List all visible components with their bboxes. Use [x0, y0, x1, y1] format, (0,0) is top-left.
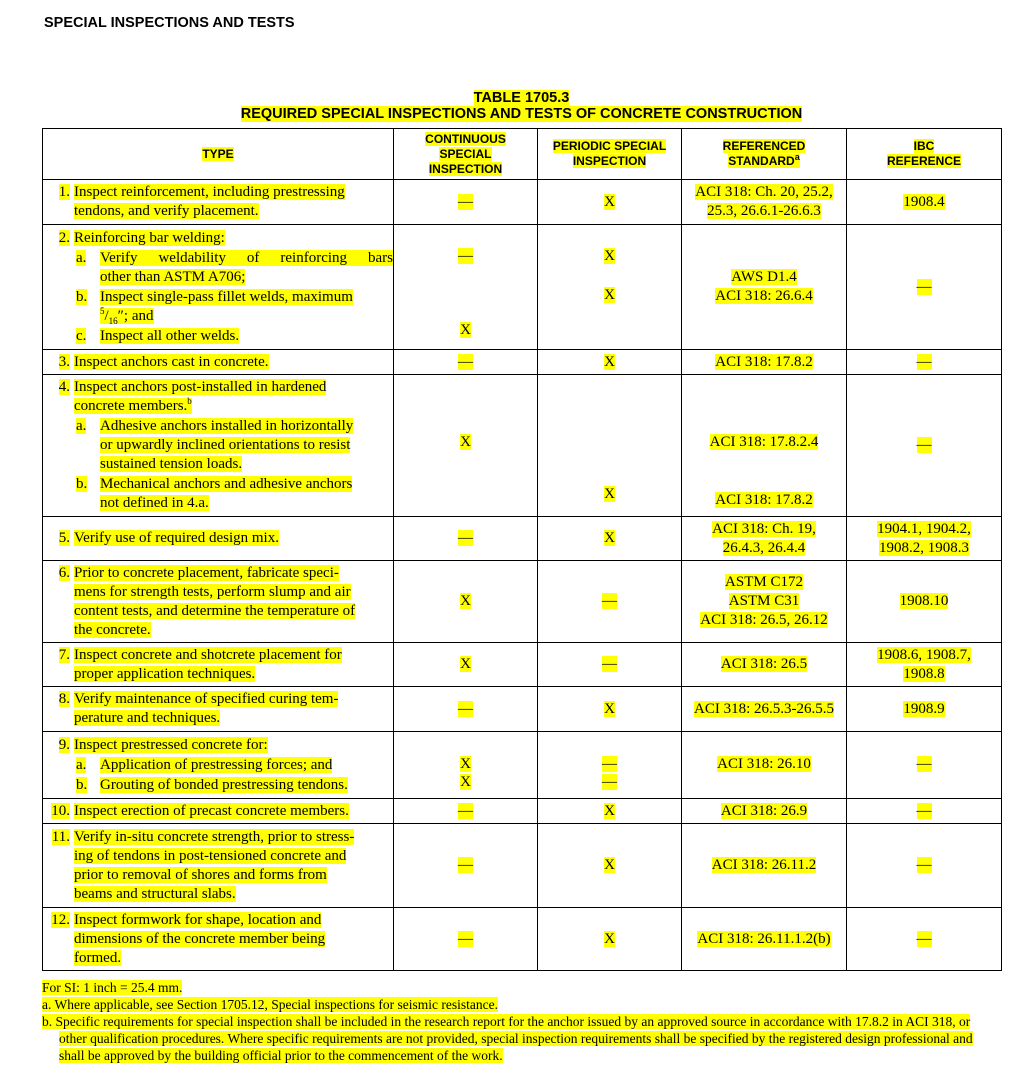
- row-12-standard: ACI 318: 26.11.1.2(b): [682, 908, 847, 971]
- header-type: TYPE: [43, 129, 394, 180]
- table-row: [43, 687, 1002, 732]
- row-9-periodic: — —: [538, 732, 682, 799]
- row-9-type: 9. Inspect prestressed concrete for: a. Application of prestressing forces; and b. Grouting of bonded prestressing tendons.: [43, 732, 394, 799]
- table-caption: REQUIRED SPECIAL INSPECTIONS AND TESTS OF CONCRETE CONSTRUCTION: [240, 106, 803, 122]
- row-2-type: 2. Reinforcing bar welding: a. Verify weldability of reinforcing bars other than ASTM A706; b. Inspect single-pass fillet welds, maximum $^5/_{16}''$; and c. Inspect all other welds.: [43, 225, 394, 350]
- row-4-periodic: X: [538, 375, 682, 517]
- row-1-periodic: X: [538, 180, 682, 225]
- row-11-ibc: —: [847, 824, 1002, 908]
- row-12-periodic: X: [538, 908, 682, 971]
- header-ibc: IBC REFERENCE: [847, 129, 1002, 180]
- row-5-continuous: —: [394, 517, 538, 561]
- row-10-type: 10. Inspect erection of precast concrete members.: [43, 799, 394, 824]
- row-5-type: 5. Verify use of required design mix.: [43, 517, 394, 561]
- row-5-standard: ACI 318: Ch. 19, 26.4.3, 26.4.4: [682, 517, 847, 561]
- row-8-continuous: —: [394, 687, 538, 732]
- table-row: [43, 799, 1002, 824]
- table-header-row: [43, 129, 1002, 180]
- table-row: [43, 517, 1002, 561]
- row-9-standard: ACI 318: 26.10: [682, 732, 847, 799]
- row-9-continuous: X X: [394, 732, 538, 799]
- row-10-continuous: —: [394, 799, 538, 824]
- footnotes: [42, 979, 1001, 1064]
- table-row: [43, 908, 1002, 971]
- row-10-periodic: X: [538, 799, 682, 824]
- row-4-ibc: —: [847, 375, 1002, 517]
- footnote-si: For SI: 1 inch = 25.4 mm.: [42, 980, 183, 995]
- row-1-ibc: 1908.4: [847, 180, 1002, 225]
- row-12-continuous: —: [394, 908, 538, 971]
- row-4-type: 4. Inspect anchors post-installed in hardened concrete members.$^b$ a. Adhesive anchors installed in horizontally or upwardly inclined orientations to resist sustained tension loads. b. Mechanical anchors and adhesive anchors not defined in 4.a.: [43, 375, 394, 517]
- row-12-ibc: —: [847, 908, 1002, 971]
- row-2-continuous: — X: [394, 225, 538, 350]
- page-header: SPECIAL INSPECTIONS AND TESTS: [44, 15, 295, 31]
- row-6-ibc: 1908.10: [847, 561, 1002, 643]
- footnote-b: b. Specific requirements for special inspection shall be included in the research report for the anchor issued by an approved source in accordance with 17.8.2 in ACI 318, or other qualification procedures. Where specific requirements are not provided, special inspection requirements shall be specified by the registered design professional and shall be approved by the building official prior to the commencement of the work.: [42, 1014, 973, 1063]
- row-8-type: 8. Verify maintenance of specified curing tem- perature and techniques.: [43, 687, 394, 732]
- row-6-continuous: X: [394, 561, 538, 643]
- header-continuous: CONTINUOUS SPECIAL INSPECTION: [394, 129, 538, 180]
- row-8-standard: ACI 318: 26.5.3-26.5.5: [682, 687, 847, 732]
- row-2-ibc: —: [847, 225, 1002, 350]
- row-2-periodic: X X: [538, 225, 682, 350]
- row-3-type: 3. Inspect anchors cast in concrete.: [43, 350, 394, 375]
- row-4-continuous: X: [394, 375, 538, 517]
- table-row: [43, 180, 1002, 225]
- row-6-periodic: —: [538, 561, 682, 643]
- row-11-continuous: —: [394, 824, 538, 908]
- inspection-table: [42, 128, 1002, 971]
- row-5-periodic: X: [538, 517, 682, 561]
- table-row: [43, 732, 1002, 799]
- row-7-type: 7. Inspect concrete and shotcrete placement for proper application techniques.: [43, 643, 394, 687]
- table-row: [43, 225, 1002, 350]
- row-3-continuous: —: [394, 350, 538, 375]
- row-1-type: 1. Inspect reinforcement, including prestressing tendons, and verify placement.: [43, 180, 394, 225]
- row-6-standard: ASTM C172 ASTM C31 ACI 318: 26.5, 26.12: [682, 561, 847, 643]
- row-10-standard: ACI 318: 26.9: [682, 799, 847, 824]
- row-6-type: 6. Prior to concrete placement, fabricate speci- mens for strength tests, perform slump and air content tests, and determine the temperature of the concrete.: [43, 561, 394, 643]
- table-number: TABLE 1705.3: [473, 90, 570, 106]
- row-3-periodic: X: [538, 350, 682, 375]
- row-11-type: 11. Verify in-situ concrete strength, prior to stress- ing of tendons in post-tensioned concrete and prior to removal of shores and forms from beams and structural slabs.: [43, 824, 394, 908]
- row-4-standard: ACI 318: 17.8.2.4 ACI 318: 17.8.2: [682, 375, 847, 517]
- row-1-continuous: —: [394, 180, 538, 225]
- row-2-standard: AWS D1.4 ACI 318: 26.6.4: [682, 225, 847, 350]
- row-8-ibc: 1908.9: [847, 687, 1002, 732]
- row-10-ibc: —: [847, 799, 1002, 824]
- row-12-type: 12. Inspect formwork for shape, location and dimensions of the concrete member being formed.: [43, 908, 394, 971]
- table-row: [43, 824, 1002, 908]
- row-11-periodic: X: [538, 824, 682, 908]
- footnote-a: a. Where applicable, see Section 1705.12, Special inspections for seismic resistance.: [42, 997, 498, 1012]
- row-5-ibc: 1904.1, 1904.2, 1908.2, 1908.3: [847, 517, 1002, 561]
- row-8-periodic: X: [538, 687, 682, 732]
- table-row: [43, 643, 1002, 687]
- row-7-standard: ACI 318: 26.5: [682, 643, 847, 687]
- row-3-standard: ACI 318: 17.8.2: [682, 350, 847, 375]
- row-1-standard: ACI 318: Ch. 20, 25.2, 25.3, 26.6.1-26.6.3: [682, 180, 847, 225]
- table-row: [43, 375, 1002, 517]
- row-3-ibc: —: [847, 350, 1002, 375]
- row-7-continuous: X: [394, 643, 538, 687]
- row-9-ibc: —: [847, 732, 1002, 799]
- row-7-ibc: 1908.6, 1908.7, 1908.8: [847, 643, 1002, 687]
- table-title: [42, 90, 1001, 122]
- table-row: [43, 561, 1002, 643]
- row-7-periodic: —: [538, 643, 682, 687]
- table-row: [43, 350, 1002, 375]
- header-standard: REFERENCED STANDARD$^a$: [682, 129, 847, 180]
- header-periodic: PERIODIC SPECIAL INSPECTION: [538, 129, 682, 180]
- row-11-standard: ACI 318: 26.11.2: [682, 824, 847, 908]
